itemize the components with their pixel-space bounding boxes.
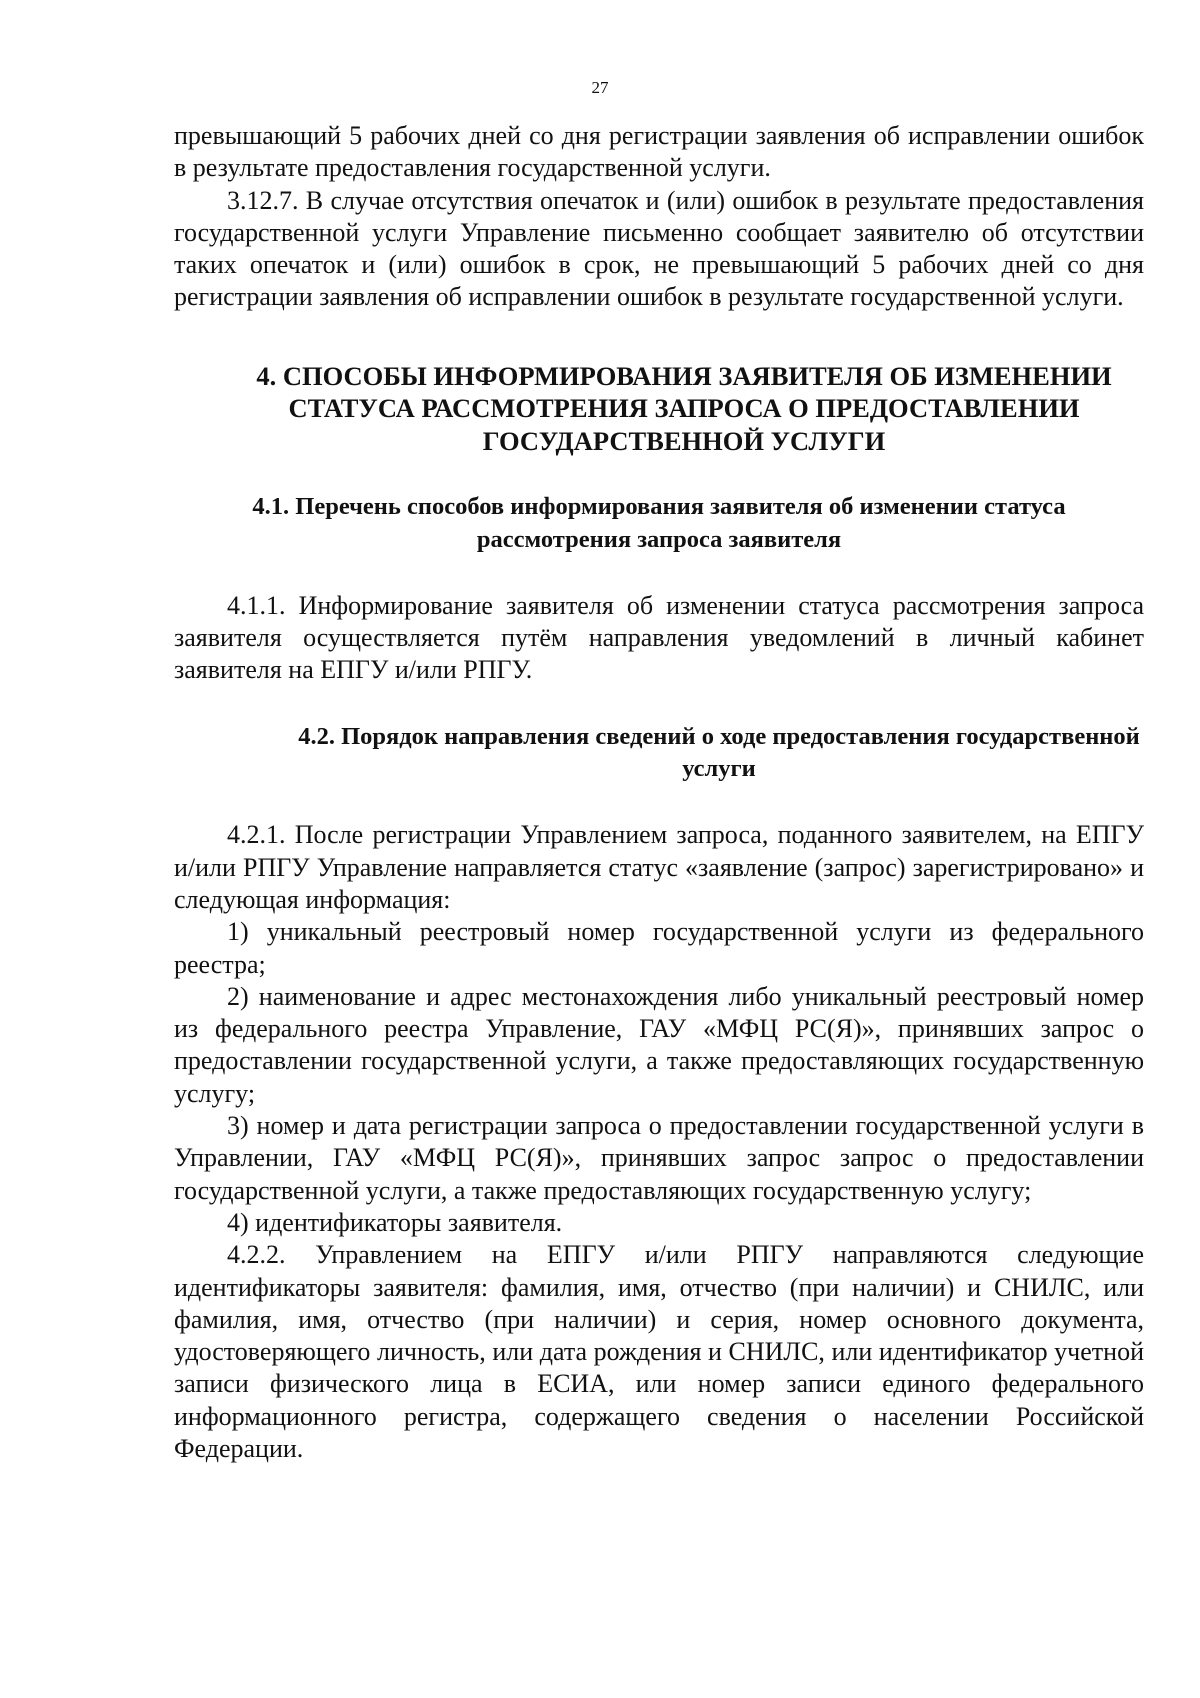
list-item-4: 4) идентификаторы заявителя. <box>227 1207 563 1237</box>
page-number: 27 <box>591 78 609 97</box>
paragraph-4-2-1: 4.2.1. После регистрации Управлением запроса, поданного заявителем, на ЕПГУ и/или РПГУ Управление направляется статус «заявление (запрос) зарегистрировано» и следующая информация: <box>174 820 1144 914</box>
paragraph-4-2-2: 4.2.2. Управлением на ЕПГУ и/или РПГУ направляются следующие идентификаторы заявителя: фамилия, имя, отчество (при наличии) и СНИЛС, или фамилия, имя, отчество (при наличии) и серия, номер основного документа, удостоверяющего личность, или дата рождения и СНИЛС, или идентификатор учетной записи физического лица в ЕСИА, или номер записи единого федерального информационного регистра, содержащего сведения о населении Российской Федерации. <box>174 1240 1144 1463</box>
document-body <box>174 120 1144 1465</box>
paragraph-4-1-1: 4.1.1. Информирование заявителя об изменении статуса рассмотрения запроса заявителя осуществляется путём направления уведомлений в личный кабинет заявителя на ЕПГУ и/или РПГУ. <box>174 590 1144 685</box>
list-item-1: 1) уникальный реестровый номер государственной услуги из федерального реестра; <box>174 917 1144 979</box>
section-4-heading: 4. СПОСОБЫ ИНФОРМИРОВАНИЯ ЗАЯВИТЕЛЯ ОБ ИЗМЕНЕНИИ СТАТУСА РАССМОТРЕНИЯ ЗАПРОСА О ПРЕДОСТАВЛЕНИИ ГОСУДАРСТВЕННОЙ УСЛУГИ <box>256 360 1112 456</box>
list-item-3: 3) номер и дата регистрации запроса о предоставлении государственной услуги в Управлении, ГАУ «МФЦ РС(Я)», принявших запрос запрос о предоставлении государственной услуги, а также предоставляющих государственную услугу; <box>174 1111 1144 1205</box>
list-item-2: 2) наименование и адрес местонахождения либо уникальный реестровый номер из федерального реестра Управление, ГАУ «МФЦ РС(Я)», принявших запрос о предоставлении государственной услуги, а также предоставляющих государственную услугу; <box>174 981 1144 1108</box>
paragraph-3-12-7: 3.12.7. В случае отсутствия опечаток и (или) ошибок в результате предоставления государственной услуги Управление письменно сообщает заявителю об отсутствии таких опечаток и (или) ошибок в срок, не превышающий 5 рабочих дней со дня регистрации заявления об исправлении ошибок в результате государственной услуги. <box>174 185 1144 312</box>
subsection-4-2-heading: 4.2. Порядок направления сведений о ходе предоставления государственной услуги <box>298 722 1140 783</box>
paragraph-continuation: превышающий 5 рабочих дней со дня регистрации заявления об исправлении ошибок в результате предоставления государственной услуги. <box>174 121 1144 183</box>
subsection-4-1-heading: 4.1. Перечень способов информирования заявителя об изменении статуса рассмотрения запроса заявителя <box>252 493 1066 553</box>
